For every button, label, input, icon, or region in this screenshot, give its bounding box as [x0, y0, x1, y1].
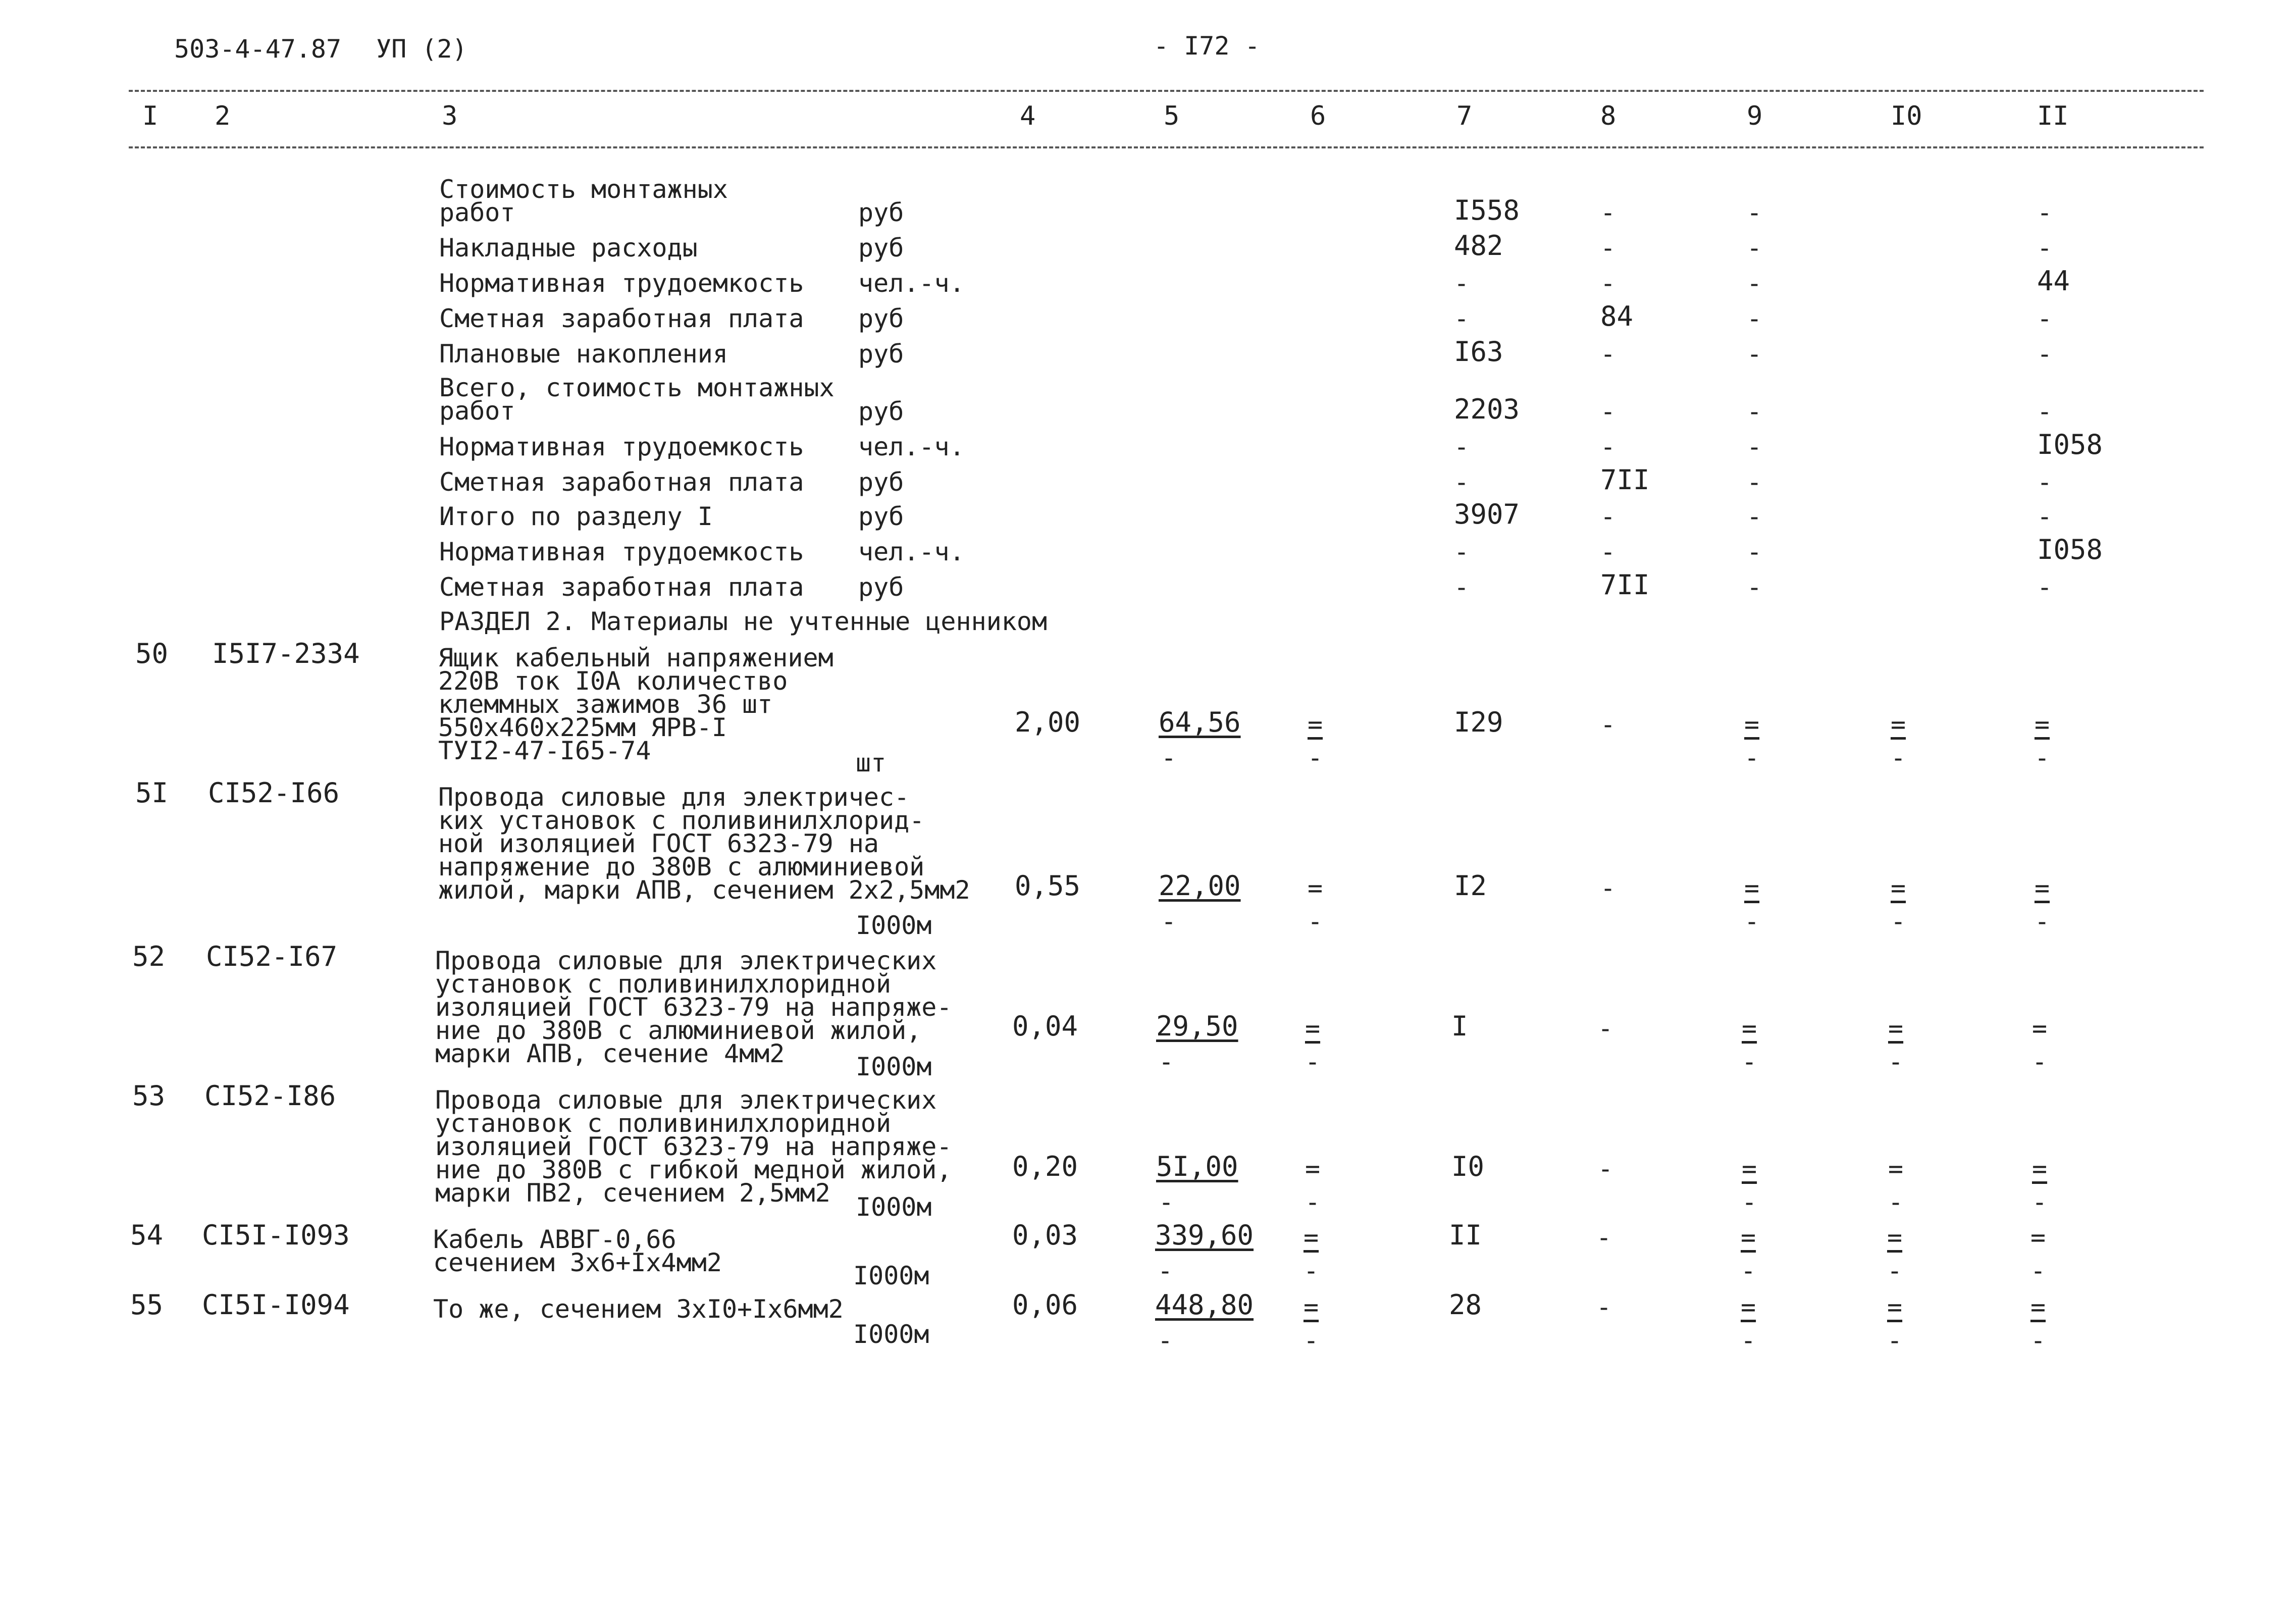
item-col10-sub: - [1891, 743, 1906, 772]
item-unit: I000м [853, 1261, 929, 1290]
summary-row-col9: - [1747, 397, 1762, 426]
summary-row-name: Нормативная трудоемкость [439, 432, 804, 461]
summary-row-col8: - [1600, 502, 1616, 531]
summary-row-col9: - [1747, 502, 1762, 531]
column-number: I0 [1891, 101, 1922, 131]
item-col9-sub: - [1742, 1187, 1757, 1217]
header-top-rule [129, 90, 2204, 92]
item-col8: - [1600, 710, 1616, 739]
summary-row-col8: 7II [1600, 464, 1650, 496]
item-col6-sub: - [1308, 907, 1323, 936]
item-price-sub: - [1159, 1047, 1174, 1076]
summary-row-col9: - [1747, 573, 1762, 602]
item-col11: = [2032, 1154, 2048, 1183]
item-price-sub: - [1159, 1187, 1174, 1217]
summary-row-unit: чел.-ч. [858, 537, 965, 566]
item-col10: = [1888, 1154, 1904, 1183]
item-number: 5I [135, 777, 169, 809]
item-col9-sub: - [1744, 743, 1760, 772]
item-col11-sub: - [2030, 1256, 2046, 1285]
item-col8: - [1600, 873, 1616, 903]
item-col8: - [1596, 1292, 1612, 1322]
item-col6: = [1303, 1292, 1319, 1322]
summary-row-col11: - [2037, 233, 2053, 263]
item-col7: II [1449, 1219, 1482, 1251]
summary-row-unit: руб [858, 233, 904, 263]
item-description: Провода силовые для электричес- ких установок с поливинилхлорид- ной изоляцией ГОСТ 6323-79 на напряжение до 380В с алюминиевой жилой, марки АПВ, сечением 2х2,5мм2 [438, 783, 970, 905]
summary-row-col9: - [1747, 537, 1762, 566]
item-description: Ящик кабельный напряжением 220В ток I0А количество клеммных зажимов 36 шт 550х460х225мм ЯРВ-I ТУI2-47-I65-74 [438, 643, 833, 765]
item-price: 339,60 [1155, 1219, 1254, 1251]
album-number: УП (2) [376, 34, 467, 64]
summary-row-col7: - [1454, 468, 1470, 497]
item-col8: - [1598, 1014, 1613, 1043]
item-col11: = [2034, 873, 2050, 903]
summary-row-col11: I058 [2037, 534, 2103, 565]
summary-row-name: Плановые накопления [439, 339, 728, 369]
summary-row-unit: руб [858, 339, 904, 369]
item-description: Провода силовые для электрических установок с поливинилхлоридной изоляцией ГОСТ 6323-79 на напряже- ние до 380В с алюминиевой жилой, марки АПВ, сечение 4мм2 [435, 946, 952, 1068]
item-col9: = [1741, 1292, 1756, 1322]
page-number: - I72 - [1154, 31, 1260, 61]
item-col10: = [1887, 1223, 1903, 1252]
item-col7: I2 [1454, 870, 1487, 902]
item-col6: = [1308, 873, 1323, 903]
summary-row-col9: - [1747, 339, 1762, 369]
item-code: СI5I-I094 [202, 1289, 350, 1321]
item-number: 54 [130, 1219, 164, 1251]
header-bottom-rule [129, 146, 2204, 148]
item-unit: I000м [853, 1320, 929, 1349]
summary-row-col8: 84 [1600, 300, 1634, 332]
item-col7: I0 [1451, 1151, 1485, 1182]
item-col6-sub: - [1303, 1326, 1319, 1355]
item-unit: I000м [856, 1192, 932, 1222]
summary-row-col11: - [2037, 573, 2053, 602]
column-number: 5 [1164, 101, 1180, 131]
summary-row-col8: - [1600, 233, 1616, 263]
summary-row-name: Сметная заработная плата [439, 573, 804, 602]
item-price: 64,56 [1159, 706, 1241, 738]
item-col10-sub: - [1891, 907, 1906, 936]
item-price-sub: - [1158, 1256, 1173, 1285]
column-number: 7 [1456, 101, 1473, 131]
item-code: I5I7-2334 [212, 638, 360, 669]
item-number: 53 [132, 1080, 166, 1112]
item-col10-sub: - [1887, 1256, 1903, 1285]
summary-row-col9: - [1747, 432, 1762, 461]
item-col6-sub: - [1305, 1187, 1321, 1217]
summary-row-col8: - [1600, 397, 1616, 426]
column-number: 8 [1600, 101, 1616, 131]
summary-row-col7: I558 [1454, 194, 1520, 226]
item-number: 55 [130, 1289, 164, 1321]
summary-row-col7: 3907 [1454, 498, 1520, 530]
summary-row-col11: - [2037, 468, 2053, 497]
summary-row-col8: - [1600, 198, 1616, 227]
item-col6: = [1305, 1014, 1321, 1043]
item-col9: = [1744, 710, 1760, 739]
item-col11-sub: - [2034, 907, 2050, 936]
item-unit: I000м [856, 1052, 932, 1081]
item-col8: - [1596, 1223, 1612, 1252]
item-price-sub: - [1161, 907, 1177, 936]
item-col6-sub: - [1303, 1256, 1319, 1285]
item-quantity: 0,04 [1012, 1010, 1078, 1042]
column-number: II [2037, 101, 2069, 131]
section-title: РАЗДЕЛ 2. Материалы не учтенные ценником [439, 607, 1048, 636]
summary-row-col9: - [1747, 269, 1762, 298]
item-price: 22,00 [1159, 870, 1241, 902]
item-col6-sub: - [1308, 743, 1323, 772]
item-code: СI52-I67 [206, 941, 338, 972]
item-col9: = [1742, 1014, 1757, 1043]
summary-row-unit: руб [858, 304, 904, 333]
item-col10-sub: - [1888, 1187, 1904, 1217]
column-number: 6 [1310, 101, 1326, 131]
item-col6: = [1303, 1223, 1319, 1252]
column-number: 2 [215, 101, 231, 131]
summary-row-unit: руб [858, 468, 904, 497]
item-col11-sub: - [2032, 1047, 2048, 1076]
item-col10: = [1888, 1014, 1904, 1043]
item-price-sub: - [1158, 1326, 1173, 1355]
item-col6: = [1308, 710, 1323, 739]
summary-row-name: Нормативная трудоемкость [439, 537, 804, 566]
item-col9-sub: - [1741, 1326, 1756, 1355]
item-quantity: 0,20 [1012, 1151, 1078, 1182]
item-code: СI5I-I093 [202, 1219, 350, 1251]
item-col9-sub: - [1742, 1047, 1757, 1076]
item-col9-sub: - [1741, 1256, 1756, 1285]
item-price: 448,80 [1155, 1289, 1254, 1321]
summary-row-unit: руб [858, 502, 904, 531]
summary-row-col11: - [2037, 397, 2053, 426]
item-col6-sub: - [1305, 1047, 1321, 1076]
column-number: 9 [1747, 101, 1763, 131]
item-col11: = [2034, 710, 2050, 739]
item-col7: I29 [1454, 706, 1503, 738]
summary-row-unit: руб [858, 198, 904, 227]
summary-row-col11: - [2037, 502, 2053, 531]
summary-row-col11: - [2037, 339, 2053, 369]
summary-row-unit: руб [858, 573, 904, 602]
item-code: СI52-I66 [208, 777, 340, 809]
item-col10: = [1891, 873, 1906, 903]
summary-row-col8: - [1600, 339, 1616, 369]
summary-row-col7: - [1454, 573, 1470, 602]
item-col10-sub: - [1887, 1326, 1903, 1355]
summary-row-col8: - [1600, 269, 1616, 298]
item-col11: = [2030, 1223, 2046, 1252]
column-number: I [142, 101, 159, 131]
summary-row-col7: I63 [1454, 336, 1503, 368]
item-col11-sub: - [2030, 1326, 2046, 1355]
item-quantity: 0,55 [1015, 870, 1081, 902]
item-col9: = [1744, 873, 1760, 903]
item-col11-sub: - [2032, 1187, 2048, 1217]
summary-row-col8: - [1600, 432, 1616, 461]
summary-row-name: Сметная заработная плата [439, 304, 804, 333]
summary-row-col7: 482 [1454, 230, 1503, 262]
item-col8: - [1598, 1154, 1613, 1183]
item-col9: = [1741, 1223, 1756, 1252]
summary-row-col9: - [1747, 198, 1762, 227]
summary-row-col7: - [1454, 432, 1470, 461]
item-col9: = [1742, 1154, 1757, 1183]
item-price: 29,50 [1156, 1010, 1238, 1042]
item-quantity: 2,00 [1015, 706, 1081, 738]
item-description: Кабель АВВГ-0,66 сечением 3х6+Iх4мм2 [433, 1225, 722, 1277]
item-col9-sub: - [1744, 907, 1760, 936]
summary-row-unit: чел.-ч. [858, 432, 965, 461]
item-col11-sub: - [2034, 743, 2050, 772]
column-number: 3 [442, 101, 458, 131]
item-unit: I000м [856, 911, 932, 940]
summary-row-col7: 2203 [1454, 393, 1520, 425]
summary-row-name: Нормативная трудоемкость [439, 269, 804, 298]
item-col10-sub: - [1888, 1047, 1904, 1076]
summary-row-col7: - [1454, 269, 1470, 298]
item-number: 50 [135, 638, 169, 669]
summary-row-col8: 7II [1600, 569, 1650, 601]
item-price: 5I,00 [1156, 1151, 1238, 1182]
item-col6: = [1305, 1154, 1321, 1183]
summary-row-unit: чел.-ч. [858, 269, 965, 298]
column-number: 4 [1020, 101, 1036, 131]
summary-row-name: Стоимость монтажных работ [439, 175, 728, 227]
summary-row-name: Сметная заработная плата [439, 468, 804, 497]
summary-row-col9: - [1747, 468, 1762, 497]
item-number: 52 [132, 941, 166, 972]
document-code: 503-4-47.87 [174, 34, 342, 64]
item-col7: 28 [1449, 1289, 1482, 1321]
summary-row-unit: руб [858, 397, 904, 426]
summary-row-col8: - [1600, 537, 1616, 566]
summary-row-col11: - [2037, 198, 2053, 227]
item-description: Провода силовые для электрических установок с поливинилхлоридной изоляцией ГОСТ 6323-79 на напряже- ние до 380В с гибкой медной жилой, марки ПВ2, сечением 2,5мм2 [435, 1085, 952, 1208]
item-description: То же, сечением 3хI0+Iх6мм2 [433, 1294, 844, 1324]
item-unit: шт [856, 748, 886, 777]
summary-row-col7: - [1454, 537, 1470, 566]
summary-row-name: Накладные расходы [439, 233, 698, 263]
item-code: СI52-I86 [204, 1080, 336, 1112]
summary-row-col11: I058 [2037, 429, 2103, 460]
summary-row-col11: 44 [2037, 265, 2070, 297]
summary-row-col11: - [2037, 304, 2053, 333]
item-col10: = [1887, 1292, 1903, 1322]
item-quantity: 0,06 [1012, 1289, 1078, 1321]
summary-row-col9: - [1747, 233, 1762, 263]
item-quantity: 0,03 [1012, 1219, 1078, 1251]
item-col11: = [2030, 1292, 2046, 1322]
summary-row-name: Итого по разделу I [439, 502, 713, 531]
item-col10: = [1891, 710, 1906, 739]
summary-row-name: Всего, стоимость монтажных работ [439, 373, 834, 426]
item-col11: = [2032, 1014, 2048, 1043]
item-price-sub: - [1161, 743, 1177, 772]
item-col7: I [1451, 1010, 1468, 1042]
summary-row-col7: - [1454, 304, 1470, 333]
summary-row-col9: - [1747, 304, 1762, 333]
